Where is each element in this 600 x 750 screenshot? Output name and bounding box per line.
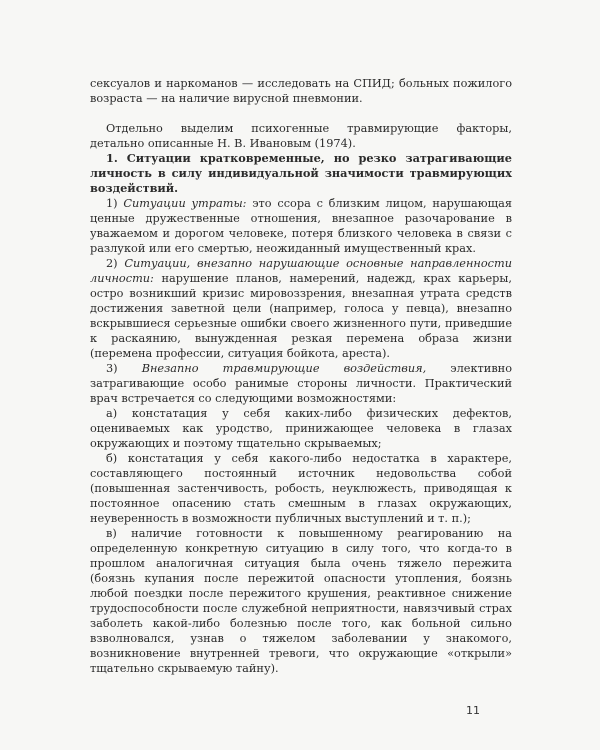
list-item-traumatic bbox=[90, 361, 512, 406]
item-text: нарушение планов, намерений, надежд, крах карьеры, остро возникший кризис мировоззрения, внезапная утрата средств достижения заветной цели (например, голоса у певца), внезапно вскрывшиеся серьезные ошибки своего жизненного пути, приведшие к раскаянию, вынужденная резкая перемена образа жизни (перемена профессии, ситуация бойкота, ареста). bbox=[90, 272, 512, 360]
page-number: 11 bbox=[466, 704, 480, 717]
list-item-loss bbox=[90, 196, 512, 256]
sub-item-b: б) констатация у себя какого-либо недостатка в характере, составляющего постоянный источник недовольства собой (повышенная застенчивость, робость, неуклюжесть, приводящая к постоянное опасению стать смешным в глазах окружающих, неуверенность в возможности публичных выступлений и т. п.); bbox=[90, 452, 512, 525]
item-term: Ситуации, внезапно нарушающие основные направленности личности: bbox=[90, 257, 512, 285]
paragraph-continuation: сексуалов и наркоманов — исследовать на СПИД; больных пожилого возраста — на наличие вирусной пневмонии. bbox=[90, 77, 512, 105]
item-number: 3) bbox=[106, 362, 142, 375]
section-heading: 1. Ситуации кратковременные, но резко затрагивающие личность в силу индивидуальной значимости травмирующих воздействий. bbox=[90, 151, 512, 195]
item-number: 2) bbox=[106, 257, 125, 270]
item-term: Ситуации утраты: bbox=[123, 197, 247, 210]
sub-item-a: а) констатация у себя каких-либо физических дефектов, оцениваемых как уродство, принижающее человека в глазах окружающих и поэтому тщательно скрываемых; bbox=[90, 407, 512, 450]
item-number: 1) bbox=[106, 197, 124, 210]
page-body bbox=[90, 76, 512, 676]
item-term: Внезапно травмирующие воздействия, bbox=[141, 362, 427, 375]
list-item-disruption bbox=[90, 256, 512, 361]
item-text: элективно затрагивающие особо ранимые стороны личности. Практический врач встречается со следующими возможностями: bbox=[90, 362, 513, 405]
sub-item-c: в) наличие готовности к повышенному реагированию на определенную конкретную ситуацию в силу того, что когда-то в прошлом аналогичная ситуация была очень тяжело пережита (боязнь купания после пережитой опасности утопления, боязнь любой поездки после пережитого крушения, реактивное снижение трудоспособности после служебной неприятности, навязчивый страх заболеть какой-либо болезнью после того, как больной сильно взволновался, узнав о тяжелом заболевании у знакомого, возникновение внутренней тревоги, что окружающие «открыли» тщательно скрываемую тайну). bbox=[90, 527, 512, 675]
item-text: это ссора с близким лицом, нарушающая ценные дружественные отношения, внезапное разочарование в уважаемом и дорогом человеке, потеря близкого человека в связи с разлукой или его смертью, неожиданный имущественный крах. bbox=[90, 197, 512, 255]
paragraph-intro: Отдельно выделим психогенные травмирующие факторы, детально описанные Н. В. Ивановым (1974). bbox=[90, 122, 512, 150]
